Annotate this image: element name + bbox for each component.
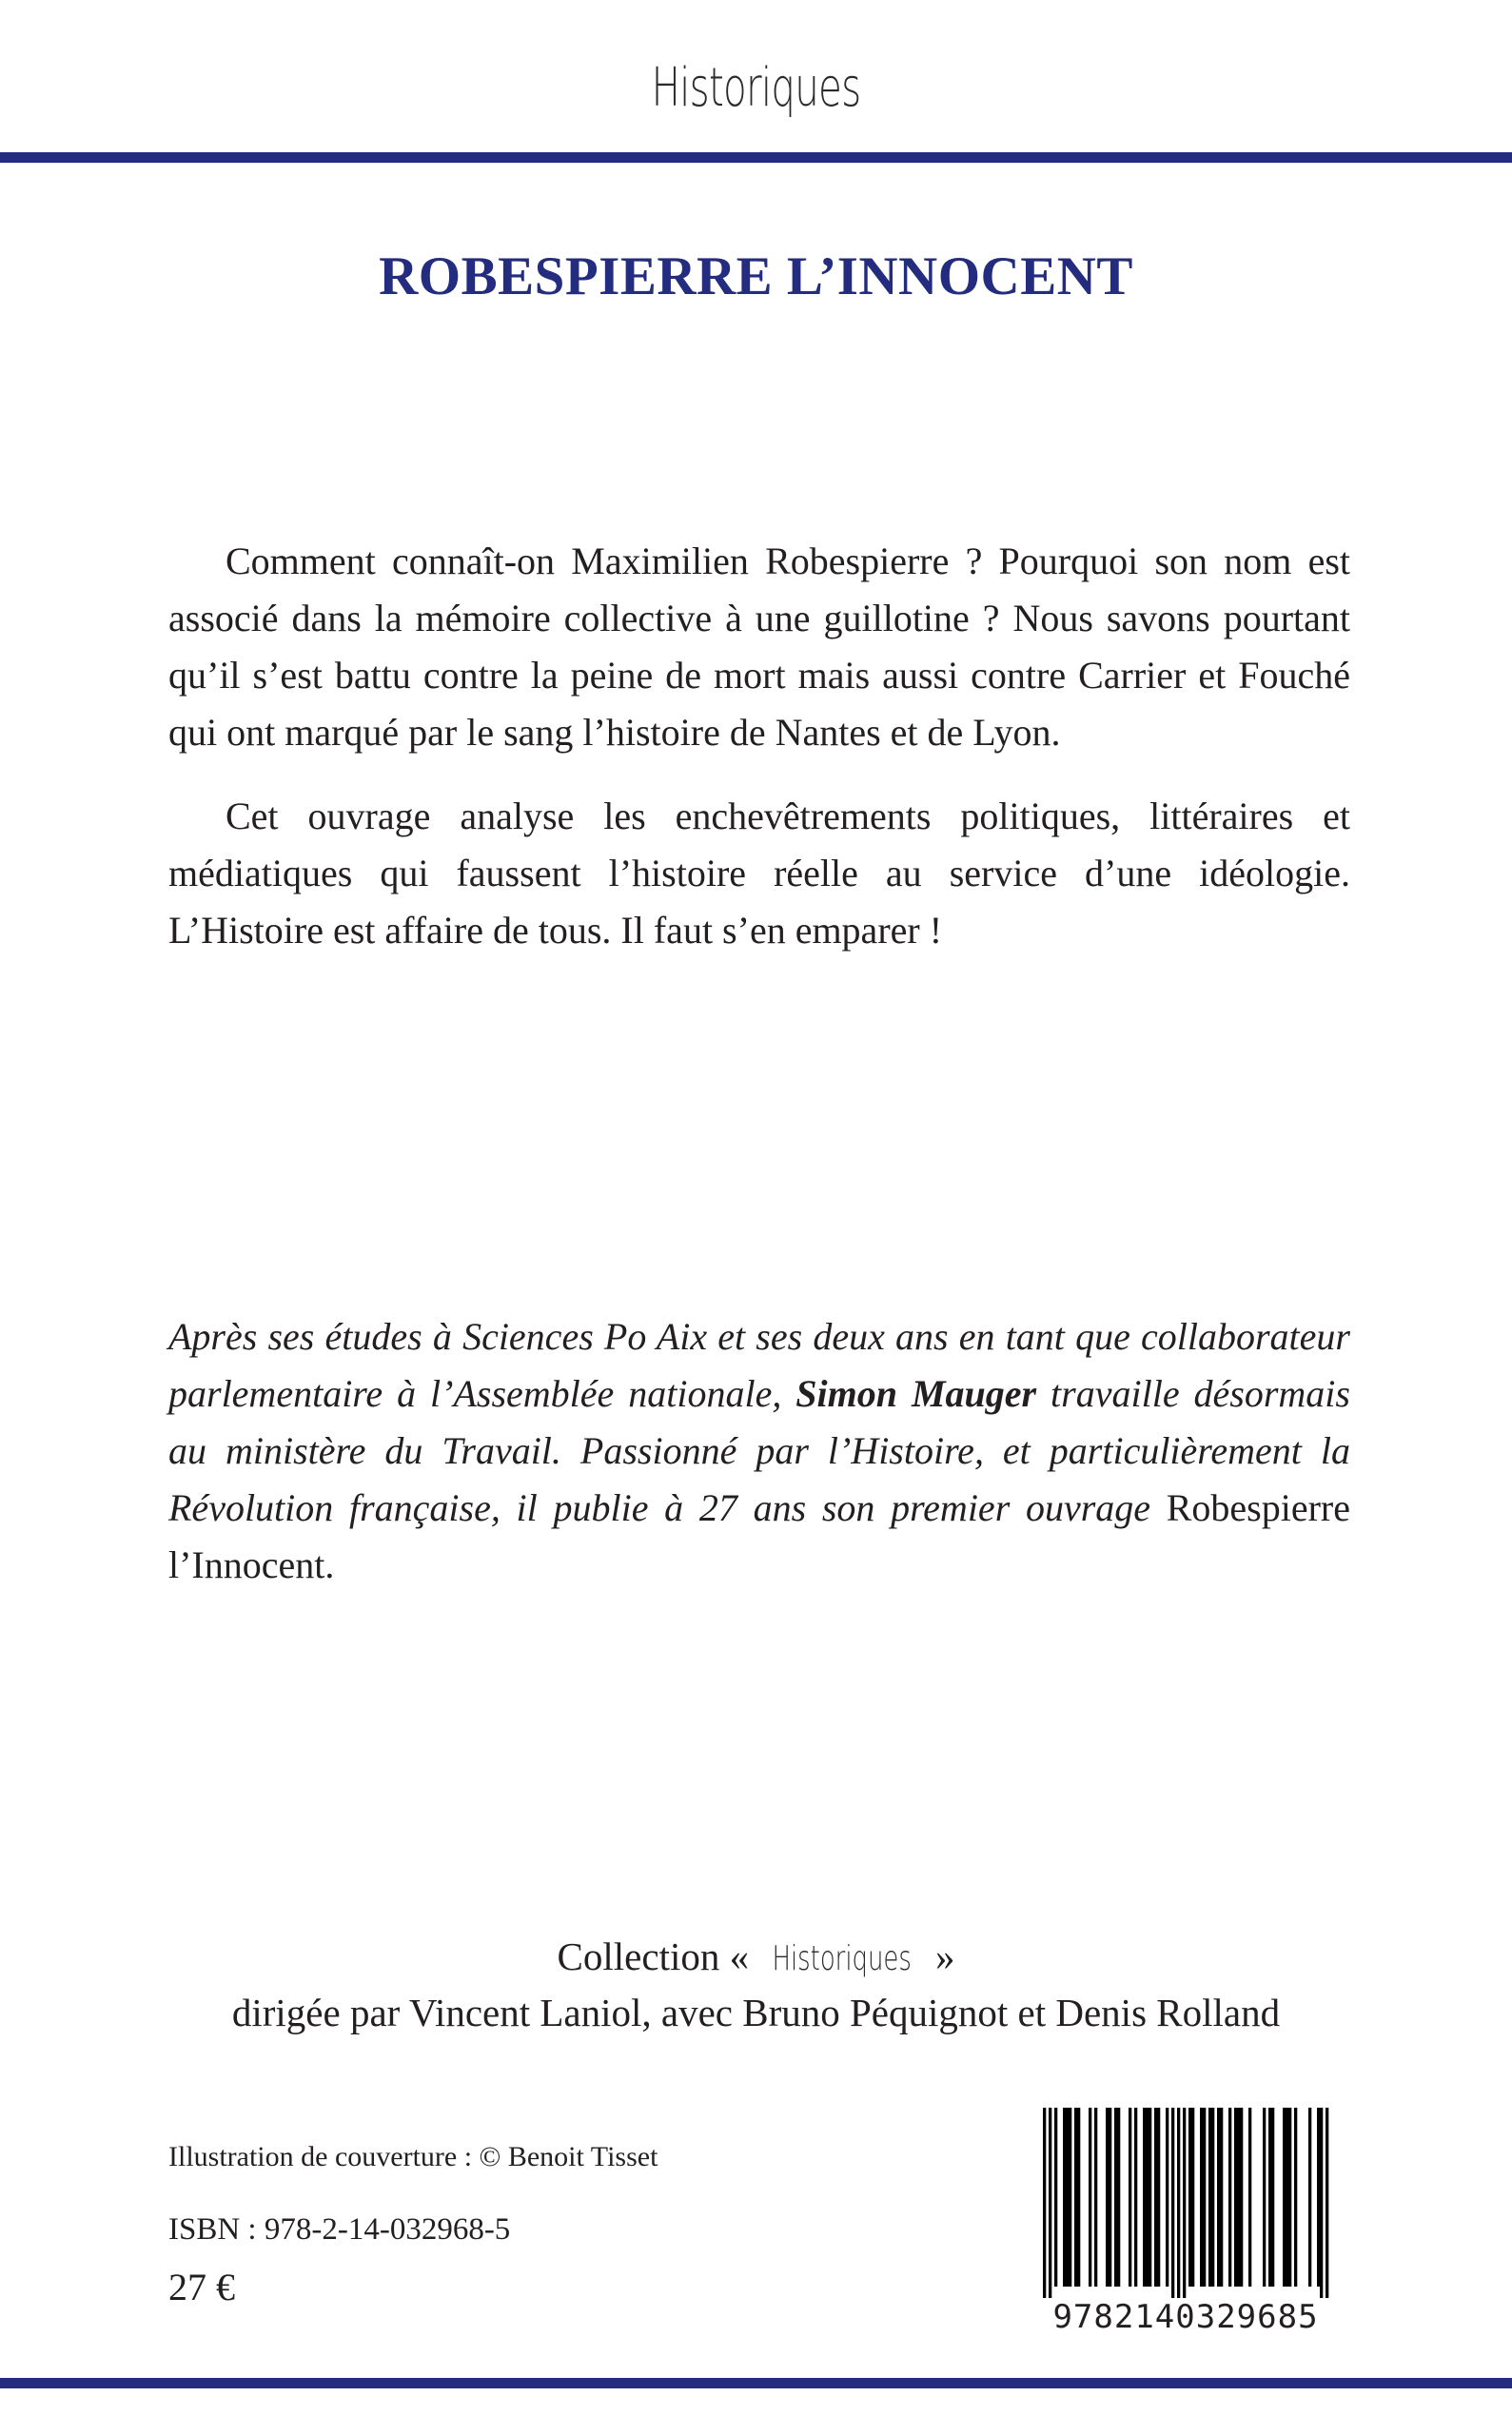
barcode-bar	[1074, 2108, 1077, 2287]
barcode-bar	[1143, 2108, 1146, 2287]
summary-paragraph: Comment connaît-on Maximilien Robespierre ? Pourquoi son nom est associé dans la mémoire collective à une guillotine ? Nous savons pourtant qu’il s’est battu contre la peine de mort mais aussi contre Carrier et Fouché qui ont marqué par le sang l’histoire de Nantes et de Lyon.	[168, 540, 1350, 754]
bio-text: Après ses études à Sciences Po Aix et ses deux ans en tant que collaborateur parlementaire à l’Assemblée nationale,	[168, 1315, 1350, 1415]
collection-line	[0, 1930, 1512, 1986]
barcode-bar	[1089, 2108, 1091, 2287]
barcode-bar	[1220, 2108, 1223, 2287]
barcode-bar	[1149, 2108, 1151, 2287]
barcode-bar	[1234, 2108, 1237, 2287]
summary-paragraph: Cet ouvrage analyse les enchevêtrements politiques, littéraires et médiatiques qui faussent l’histoire réelle au service d’une idéologie. L’Histoire est affaire de tous. Il faut s’en emparer !	[168, 795, 1350, 952]
cover-credit: Illustration de couverture : © Benoit Tisset	[168, 2141, 658, 2172]
barcode-bar	[1203, 2108, 1206, 2287]
open-quote: «	[729, 1935, 750, 1978]
barcode-bar	[1217, 2108, 1220, 2287]
barcode-bar	[1237, 2108, 1240, 2287]
barcode-bar	[1117, 2108, 1120, 2287]
barcode-bar	[1200, 2108, 1203, 2287]
barcode-bar	[1054, 2108, 1057, 2287]
barcode-bar	[1166, 2108, 1168, 2287]
barcode-bar	[1043, 2108, 1046, 2298]
author-bio	[168, 1308, 1350, 1594]
author-name: Simon Mauger	[795, 1372, 1037, 1415]
barcode-bar	[1146, 2108, 1149, 2287]
barcode-bar	[1049, 2108, 1051, 2298]
barcode-bar	[1240, 2108, 1243, 2287]
barcode-bar	[1063, 2108, 1066, 2287]
barcode-bar	[1183, 2108, 1186, 2298]
book-title-reference: Robespierre l’Innocent.	[168, 1486, 1350, 1586]
barcode	[1033, 2108, 1338, 2346]
barcode-bar	[1228, 2108, 1231, 2287]
barcode-bar	[1271, 2108, 1274, 2287]
barcode-bar	[1154, 2108, 1157, 2287]
barcode-bar	[1288, 2108, 1291, 2287]
collection-directors: dirigée par Vincent Laniol, avec Bruno Péquignot et Denis Rolland	[231, 1991, 1281, 2034]
barcode-bar	[1308, 2108, 1311, 2287]
top-divider	[0, 152, 1512, 163]
bio-text: travaille désormais au ministère du Travail. Passionné par l’Histoire, et particulièrement la Révolution française, il publie à 27 ans son premier ouvrage	[168, 1372, 1350, 1529]
book-title: ROBESPIERRE L’INNOCENT	[379, 246, 1133, 306]
barcode-bar	[1286, 2108, 1288, 2287]
barcode-bar	[1188, 2108, 1191, 2287]
price: 27 €	[168, 2266, 235, 2308]
barcode-bar	[1109, 2108, 1111, 2287]
barcode-digits: 9782140329685	[1052, 2298, 1319, 2336]
barcode-bar	[1317, 2108, 1320, 2287]
barcode-bar	[1069, 2108, 1071, 2287]
barcode-bar	[1208, 2108, 1211, 2287]
barcode-bar	[1134, 2108, 1137, 2287]
isbn: ISBN : 978-2-14-032968-5	[168, 2212, 511, 2247]
barcode-bar	[1268, 2108, 1271, 2287]
collection-name: Historiques	[772, 1939, 913, 1978]
close-quote: »	[934, 1935, 955, 1978]
collection-label: Collection	[557, 1935, 720, 1978]
barcode-bar	[1325, 2108, 1328, 2298]
series-logo: Historiques	[651, 57, 861, 119]
bottom-divider	[0, 2378, 1512, 2388]
barcode-bar	[1320, 2108, 1323, 2298]
barcode-bar	[1077, 2108, 1080, 2287]
book-summary	[168, 533, 1350, 959]
barcode-bar	[1191, 2108, 1194, 2287]
barcode-bar	[1177, 2108, 1180, 2298]
barcode-bar	[1283, 2108, 1286, 2287]
barcode-bar	[1211, 2108, 1214, 2287]
barcode-bar	[1263, 2108, 1266, 2287]
barcode-bars	[1033, 2108, 1338, 2298]
barcode-bar	[1114, 2108, 1117, 2287]
barcode-bar	[1094, 2108, 1097, 2287]
barcode-bar	[1294, 2108, 1297, 2287]
barcode-bar	[1248, 2108, 1251, 2287]
barcode-bar	[1129, 2108, 1131, 2287]
barcode-bar	[1066, 2108, 1069, 2287]
barcode-bar	[1106, 2108, 1109, 2287]
barcode-bar	[1171, 2108, 1174, 2298]
barcode-bar	[1157, 2108, 1160, 2287]
collection-info	[0, 1930, 1512, 2039]
